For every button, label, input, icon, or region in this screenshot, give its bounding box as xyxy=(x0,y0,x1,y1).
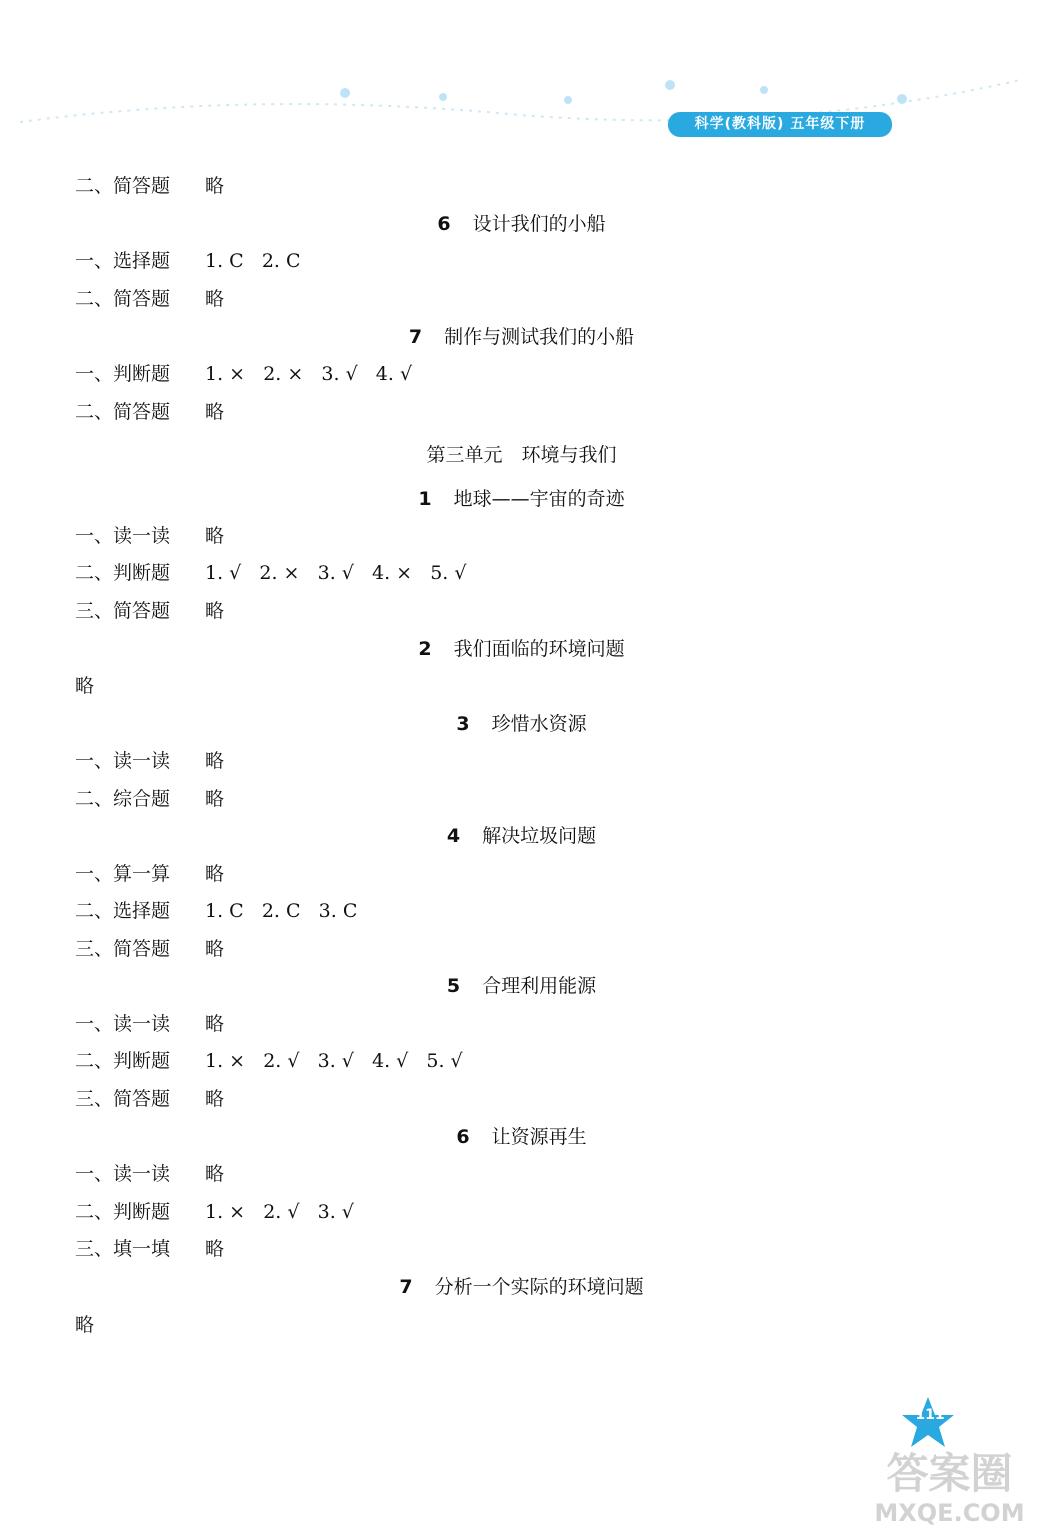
section-heading xyxy=(0,324,1043,350)
section-title: 让资源再生 xyxy=(491,1126,587,1148)
answer-line xyxy=(75,936,224,962)
question-type-label: 二、简答题 xyxy=(75,288,171,310)
answer-line xyxy=(75,248,301,274)
answer-line xyxy=(75,786,224,812)
question-type-label: 二、选择题 xyxy=(75,900,171,922)
answer-text: 略 xyxy=(205,401,225,423)
section-title: 我们面临的环境问题 xyxy=(453,638,625,660)
section-number: 3 xyxy=(456,713,470,735)
question-type-label: 三、简答题 xyxy=(75,938,171,960)
answer-text: 略 xyxy=(75,1314,95,1336)
answer-line xyxy=(75,673,94,699)
section-heading xyxy=(0,211,1043,237)
question-type-label: 二、判断题 xyxy=(75,562,171,584)
question-type-label: 二、判断题 xyxy=(75,1050,171,1072)
section-number: 6 xyxy=(437,213,451,235)
section-heading xyxy=(0,1274,1043,1300)
answer-text: 略 xyxy=(205,788,225,810)
answer-line xyxy=(75,861,224,887)
page-number-star-icon xyxy=(900,1395,956,1451)
answer-text: 略 xyxy=(205,1088,225,1110)
answer-text: 略 xyxy=(205,1163,225,1185)
question-type-label: 三、简答题 xyxy=(75,1088,171,1110)
section-title: 地球——宇宙的奇迹 xyxy=(453,488,625,510)
question-type-label: 二、简答题 xyxy=(75,401,171,423)
section-heading xyxy=(0,973,1043,999)
section-title: 制作与测试我们的小船 xyxy=(444,326,635,348)
answer-text: 1. × 2. √ 3. √ 4. √ 5. √ xyxy=(205,1050,463,1072)
answer-line xyxy=(75,1199,354,1225)
question-type-label: 一、选择题 xyxy=(75,250,171,272)
answer-line xyxy=(75,1011,224,1037)
answer-text: 略 xyxy=(75,675,95,697)
answer-line xyxy=(75,399,224,425)
section-number: 7 xyxy=(408,326,423,348)
question-type-label: 一、读一读 xyxy=(75,525,171,547)
answer-line xyxy=(75,898,357,924)
answer-text: 略 xyxy=(205,1013,225,1035)
section-number: 2 xyxy=(418,638,432,660)
section-heading xyxy=(0,442,1043,468)
section-heading xyxy=(0,636,1043,662)
section-heading xyxy=(0,486,1043,512)
section-title: 第三单元 环境与我们 xyxy=(426,444,617,466)
page-number: 111 xyxy=(915,1407,945,1423)
section-heading xyxy=(0,823,1043,849)
question-type-label: 一、判断题 xyxy=(75,363,171,385)
answer-line xyxy=(75,523,224,549)
section-number: 5 xyxy=(446,975,461,997)
question-type-label: 二、简答题 xyxy=(75,175,171,197)
question-type-label: 一、算一算 xyxy=(75,863,171,885)
watermark xyxy=(862,1450,1037,1528)
section-number: 4 xyxy=(446,825,461,847)
book-title-badge: 科学(教科版) 五年级下册 xyxy=(668,112,892,137)
answer-text: 略 xyxy=(205,288,225,310)
question-type-label: 一、读一读 xyxy=(75,750,171,772)
section-number: 1 xyxy=(418,488,432,510)
section-number: 7 xyxy=(399,1276,413,1298)
answer-text: 1. C 2. C 3. C xyxy=(205,900,358,922)
question-type-label: 二、判断题 xyxy=(75,1201,171,1223)
answer-text: 1. × 2. √ 3. √ xyxy=(205,1201,354,1223)
answer-line xyxy=(75,1048,463,1074)
section-title: 设计我们的小船 xyxy=(472,213,606,235)
answer-line xyxy=(75,1161,224,1187)
answer-line xyxy=(75,560,466,586)
section-number: 6 xyxy=(456,1126,470,1148)
section-title: 珍惜水资源 xyxy=(491,713,587,735)
answer-text: 1. C 2. C xyxy=(205,250,301,272)
question-type-label: 三、简答题 xyxy=(75,600,171,622)
answer-text: 略 xyxy=(205,175,225,197)
answer-text: 略 xyxy=(205,863,225,885)
answer-text: 1. √ 2. × 3. √ 4. × 5. √ xyxy=(205,562,467,584)
answer-text: 略 xyxy=(205,750,225,772)
section-heading xyxy=(0,1124,1043,1150)
question-type-label: 一、读一读 xyxy=(75,1163,171,1185)
answer-text: 略 xyxy=(205,525,225,547)
answer-line xyxy=(75,748,224,774)
question-type-label: 二、综合题 xyxy=(75,788,171,810)
answer-line xyxy=(75,286,224,312)
section-title: 解决垃圾问题 xyxy=(482,825,597,847)
watermark-logo-text: 答案圈 xyxy=(886,1449,1013,1498)
section-heading xyxy=(0,711,1043,737)
question-type-label: 三、填一填 xyxy=(75,1238,171,1260)
answer-line xyxy=(75,361,412,387)
answer-text: 略 xyxy=(205,1238,225,1260)
watermark-url: MXQE.COM xyxy=(874,1499,1025,1527)
answer-line xyxy=(75,1312,94,1338)
answer-line xyxy=(75,598,224,624)
section-title: 分析一个实际的环境问题 xyxy=(434,1276,644,1298)
answer-text: 略 xyxy=(205,938,225,960)
answer-line xyxy=(75,1086,224,1112)
answer-line xyxy=(75,1236,224,1262)
answer-text: 1. × 2. × 3. √ 4. √ xyxy=(205,363,413,385)
section-title: 合理利用能源 xyxy=(482,975,597,997)
answer-line xyxy=(75,173,224,199)
question-type-label: 一、读一读 xyxy=(75,1013,171,1035)
answer-text: 略 xyxy=(205,600,225,622)
